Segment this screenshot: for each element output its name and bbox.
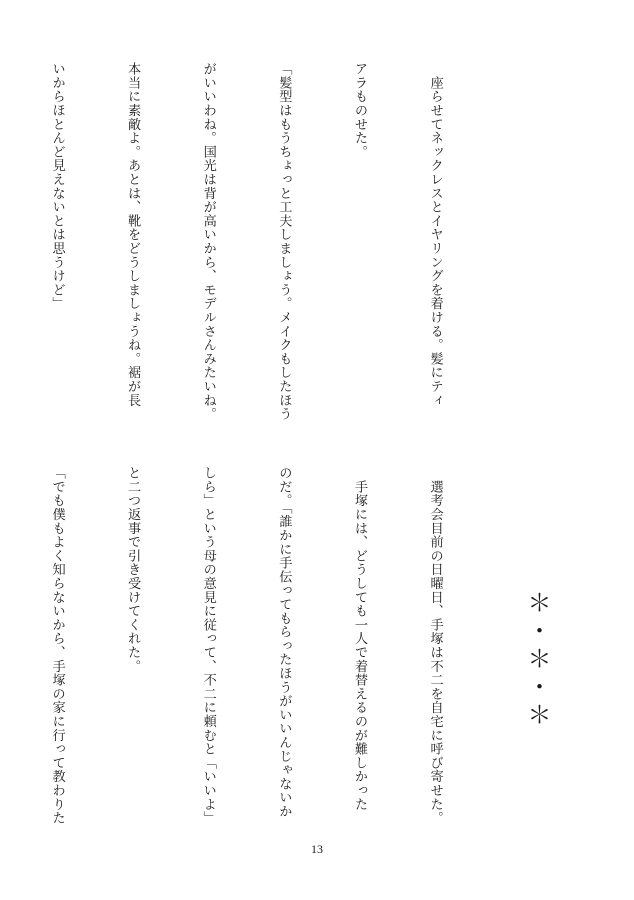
text-line: がいいわね。国光は背が高いから、モデルさんみたいね。: [200, 62, 216, 421]
text-line: 「でも僕もよく知らないから、手塚の家に行って教わりた: [49, 466, 65, 825]
text-line: しら」という母の意見に従って、不二に頼むと「いいよ」: [200, 466, 216, 825]
text-line: と二つ返事で引き受けてくれた。: [125, 466, 141, 673]
page-number: 13: [311, 842, 323, 856]
text-line: のだ。「誰かに手伝ってもらったほうがいいんじゃないか: [276, 466, 292, 819]
top-text-block: [0, 62, 498, 452]
text-line: アラものせた。: [351, 62, 367, 159]
text-line: 選考会目前の日曜日、手塚は不二を自宅に呼び寄せた。: [427, 466, 443, 825]
text-line: 座らせてネックレスとイヤリングを着ける。髪にティ: [427, 62, 443, 407]
bottom-text-block: [0, 466, 498, 846]
text-line: いからほとんど見えないとは思うけど」: [49, 62, 65, 311]
section-break-marker: ＊・＊・＊: [523, 590, 551, 730]
text-line: 本当に素敵よ。あとは、靴をどうしましょうね。裾が長: [125, 62, 141, 407]
text-line: 手塚には、どうしても一人で着替えるのが難しかった: [351, 466, 367, 811]
text-line: 「髪型はもうちょっと工夫しましょう。メイクもしたほう: [276, 62, 292, 421]
